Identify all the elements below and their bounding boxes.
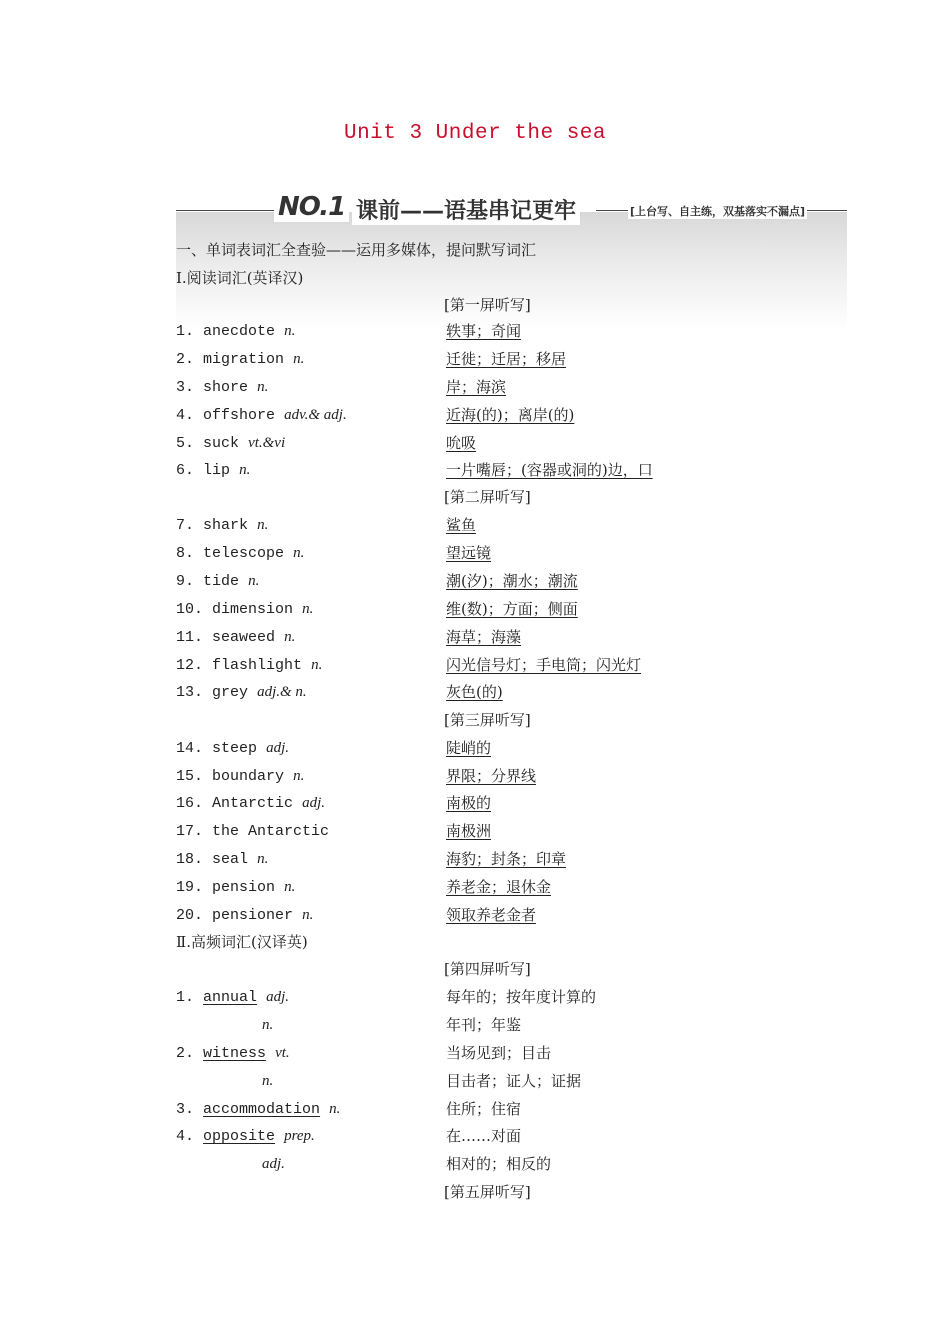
- screen-label: [第五屏听写]: [444, 1183, 531, 1201]
- item-number: 4.: [176, 1128, 195, 1145]
- item-number: 12.: [176, 657, 204, 674]
- section-heading: 一、单词表词汇全查验——运用多媒体，提问默写词汇: [176, 241, 537, 259]
- chinese-meaning: 轶事；奇闻: [446, 322, 522, 340]
- vocab-term: [176, 434, 285, 453]
- english-word: witness: [203, 1045, 267, 1062]
- item-number: 19.: [176, 879, 204, 896]
- english-word: lip: [203, 462, 231, 479]
- chinese-meaning: 领取养老金者: [446, 906, 537, 924]
- item-number: 15.: [176, 768, 204, 785]
- item-number: 20.: [176, 907, 204, 924]
- item-number: 4.: [176, 407, 195, 424]
- vocab-term: [176, 822, 329, 841]
- english-word: migration: [203, 351, 285, 368]
- english-word: seal: [212, 851, 249, 868]
- part-of-speech: adv.& adj.: [284, 407, 347, 423]
- part-of-speech: vt.: [275, 1045, 290, 1061]
- vocab-term: [176, 350, 304, 369]
- vocab-term: [176, 406, 347, 425]
- item-number: 2.: [176, 1045, 195, 1062]
- chinese-meaning: 年刊；年鉴: [446, 1016, 522, 1034]
- english-word: accommodation: [203, 1101, 321, 1118]
- english-word: the Antarctic: [212, 823, 330, 840]
- vocab-term: [176, 378, 268, 397]
- vocab-term: [176, 850, 268, 869]
- vocab-term: [176, 906, 313, 925]
- chinese-meaning: 在……对面: [446, 1127, 522, 1145]
- screen-label: [第一屏听写]: [444, 296, 531, 314]
- chinese-meaning: 每年的；按年度计算的: [446, 988, 597, 1006]
- vocab-term: [176, 739, 289, 758]
- part-of-speech: n.: [293, 768, 305, 784]
- item-number: 1.: [176, 323, 195, 340]
- chinese-meaning: 近海(的)；离岸(的): [446, 406, 575, 424]
- part-of-speech: prep.: [284, 1128, 315, 1144]
- part-of-speech: adj.: [302, 795, 325, 811]
- vocab-term: [176, 572, 259, 591]
- part-of-speech: n.: [311, 657, 323, 673]
- banner-subtitle: [上台写、自主练，双基落实不漏点]: [630, 205, 806, 218]
- english-word: anecdote: [203, 323, 276, 340]
- english-word: grey: [212, 684, 249, 701]
- screen-label: [第二屏听写]: [444, 488, 531, 506]
- english-word: steep: [212, 740, 258, 757]
- part-of-speech: n.: [262, 1017, 274, 1033]
- chinese-meaning: 南极的: [446, 794, 492, 812]
- vocab-term: [176, 628, 295, 647]
- part-of-speech: n.: [293, 545, 305, 561]
- part-of-speech: n.: [257, 379, 269, 395]
- part1-heading: Ⅰ.阅读词汇(英译汉): [176, 269, 304, 287]
- english-word: tide: [203, 573, 240, 590]
- part-of-speech: n.: [284, 323, 296, 339]
- vocab-term: [176, 794, 325, 813]
- item-number: 17.: [176, 823, 204, 840]
- item-number: 8.: [176, 545, 195, 562]
- chinese-meaning: 界限；分界线: [446, 767, 537, 785]
- item-number: 5.: [176, 435, 195, 452]
- english-word: pensioner: [212, 907, 294, 924]
- english-word: pension: [212, 879, 276, 896]
- part-of-speech: vt.&vi: [248, 435, 286, 451]
- chinese-meaning: 望远镜: [446, 544, 492, 562]
- part-of-speech: adj.: [266, 740, 289, 756]
- english-word: Antarctic: [212, 795, 294, 812]
- chinese-meaning: 海草；海藻: [446, 628, 522, 646]
- english-word: dimension: [212, 601, 294, 618]
- chinese-meaning: 相对的；相反的: [446, 1155, 552, 1173]
- item-number: 7.: [176, 517, 195, 534]
- chinese-meaning: 海豹；封条；印章: [446, 850, 567, 868]
- vocab-term: [176, 1044, 290, 1063]
- chinese-meaning: 闪光信号灯；手电筒；闪光灯: [446, 656, 642, 674]
- chinese-meaning: 维(数)；方面；侧面: [446, 600, 578, 618]
- english-word: shark: [203, 517, 249, 534]
- english-word: boundary: [212, 768, 285, 785]
- chinese-meaning: 灰色(的): [446, 683, 503, 701]
- banner-number: NO.1: [274, 192, 349, 222]
- banner-rule-left: [176, 210, 286, 211]
- vocab-term: [176, 600, 313, 619]
- vocab-term: [176, 988, 289, 1007]
- item-number: 1.: [176, 989, 195, 1006]
- chinese-meaning: 养老金；退休金: [446, 878, 552, 896]
- part-of-speech: n.: [257, 517, 269, 533]
- english-word: offshore: [203, 407, 276, 424]
- item-number: 10.: [176, 601, 204, 618]
- vocab-term: [176, 461, 250, 480]
- english-word: flashlight: [212, 657, 303, 674]
- item-number: 18.: [176, 851, 204, 868]
- chinese-meaning: 住所；住宿: [446, 1100, 522, 1118]
- vocab-term: [176, 1100, 340, 1119]
- part-of-speech: n.: [262, 1073, 274, 1089]
- chinese-meaning: 一片嘴唇；(容器或洞的)边，口: [446, 461, 653, 479]
- chinese-meaning: 岸；海滨: [446, 378, 507, 396]
- part-of-speech: n.: [284, 629, 296, 645]
- part-of-speech: n.: [248, 573, 260, 589]
- chinese-meaning: 吮吸: [446, 434, 477, 452]
- chinese-meaning: 鲨鱼: [446, 516, 477, 534]
- english-word: shore: [203, 379, 249, 396]
- banner-title: 课前——语基串记更牢: [352, 194, 580, 225]
- item-number: 2.: [176, 351, 195, 368]
- part-of-speech: n.: [293, 351, 305, 367]
- vocab-term: [176, 878, 295, 897]
- item-number: 16.: [176, 795, 204, 812]
- vocab-term: [176, 544, 304, 563]
- item-number: 13.: [176, 684, 204, 701]
- page-title: Unit 3 Under the sea: [343, 122, 607, 145]
- english-word: telescope: [203, 545, 285, 562]
- part-of-speech: n.: [302, 907, 314, 923]
- chinese-meaning: 陡峭的: [446, 739, 492, 757]
- screen-label: [第四屏听写]: [444, 960, 531, 978]
- part-of-speech: n.: [284, 879, 296, 895]
- vocab-term: [176, 1127, 315, 1146]
- item-number: 6.: [176, 462, 195, 479]
- vocab-term: [176, 683, 307, 702]
- part-of-speech: n.: [302, 601, 314, 617]
- item-number: 3.: [176, 379, 195, 396]
- part-of-speech: adj.& n.: [257, 684, 307, 700]
- item-number: 14.: [176, 740, 204, 757]
- part-of-speech: n.: [329, 1101, 341, 1117]
- chinese-meaning: 迁徙；迁居；移居: [446, 350, 567, 368]
- chinese-meaning: 潮(汐)；潮水；潮流: [446, 572, 578, 590]
- item-number: 3.: [176, 1101, 195, 1118]
- vocab-term: [176, 516, 268, 535]
- chinese-meaning: 南极洲: [446, 822, 492, 840]
- part2-heading: Ⅱ.高频词汇(汉译英): [176, 933, 308, 951]
- english-word: annual: [203, 989, 258, 1006]
- chinese-meaning: 目击者；证人；证据: [446, 1072, 582, 1090]
- screen-label: [第三屏听写]: [444, 711, 531, 729]
- vocab-term: [176, 767, 304, 786]
- part-of-speech: n.: [239, 462, 251, 478]
- vocab-term: [176, 322, 295, 341]
- chinese-meaning: 当场见到；目击: [446, 1044, 552, 1062]
- english-word: seaweed: [212, 629, 276, 646]
- item-number: 9.: [176, 573, 195, 590]
- english-word: opposite: [203, 1128, 276, 1145]
- english-word: suck: [203, 435, 240, 452]
- vocab-term: [176, 656, 322, 675]
- part-of-speech: adj.: [266, 989, 289, 1005]
- part-of-speech: adj.: [262, 1156, 285, 1172]
- part-of-speech: n.: [257, 851, 269, 867]
- item-number: 11.: [176, 629, 204, 646]
